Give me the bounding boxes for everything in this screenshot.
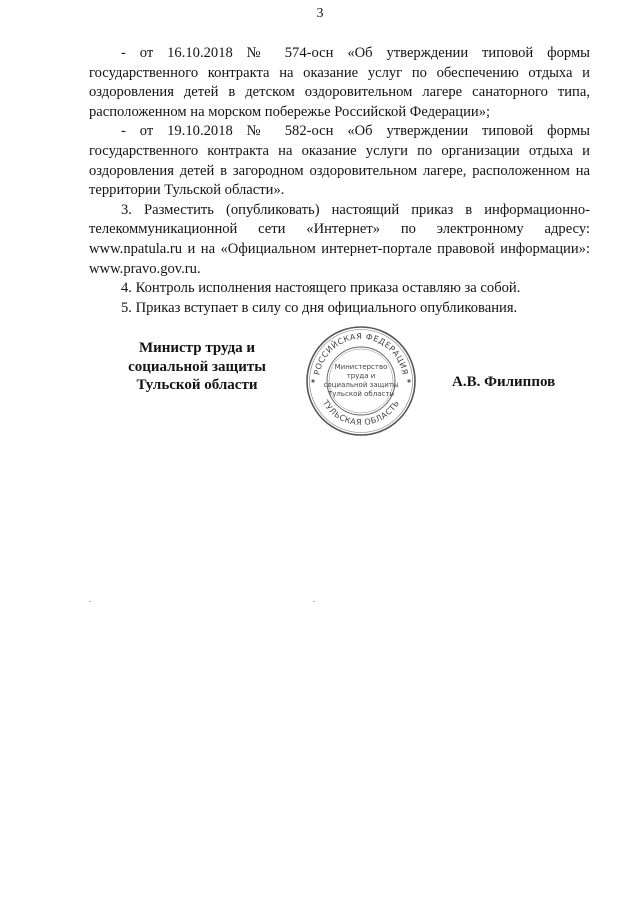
signature-block [88,331,590,476]
clause-4-control: 4. Контроль исполнения настоящего приказа оставляю за собой. [121,280,521,297]
seal-center-line: Тульской области [328,390,394,398]
item-order-582: - от 19.10.2018 № 582-осн «Об утверждении типовой формы государственного контракта на оказание услуги по организации отдыха и оздоровления детей в загородном оздоровительном лагере, расположенном на территории Тульской области». [89,123,590,199]
clause-5-effect: 5. Приказ вступает в силу со дня официального опубликования. [121,299,518,316]
page-number: 3 [316,6,324,21]
seal-bottom-text: ТУЛЬСКАЯ ОБЛАСТЬ [320,398,402,428]
seal-center-line: труда и [346,372,376,380]
item-order-574: - от 16.10.2018 № 574-осн «Об утверждении типовой формы государственного контракта на оказание услуг по обеспечению отдыха и оздоровления детей в детском оздоровительном лагере санаторного типа, расположенном на морском побережье Российской Федерации»; [89,45,590,120]
signer-title-line: социальной защиты [128,358,266,375]
signer-title-line: Тульской области [136,377,258,393]
order-body [89,44,590,318]
official-seal-stamp [305,325,417,437]
signer-title [106,339,288,395]
scan-speck [89,601,91,602]
clause-3-publication: 3. Разместить (опубликовать) настоящий приказ в информационно-телекоммуникационной сети «Интернет» по электронному адресу: www.npatula.ru и на «Официальном интернет-портале правовой информации»: www.pravo.gov.ru. [89,201,590,277]
seal-center-line: Министерство [334,363,388,371]
signer-name: А.В. Филиппов [452,374,556,390]
scan-speck [313,601,315,602]
seal-top-text: РОССИЙСКАЯ ФЕДЕРАЦИЯ [312,331,410,376]
seal-center-line: социальной защиты [323,381,399,389]
signer-title-line: Министр труда и [138,340,256,356]
